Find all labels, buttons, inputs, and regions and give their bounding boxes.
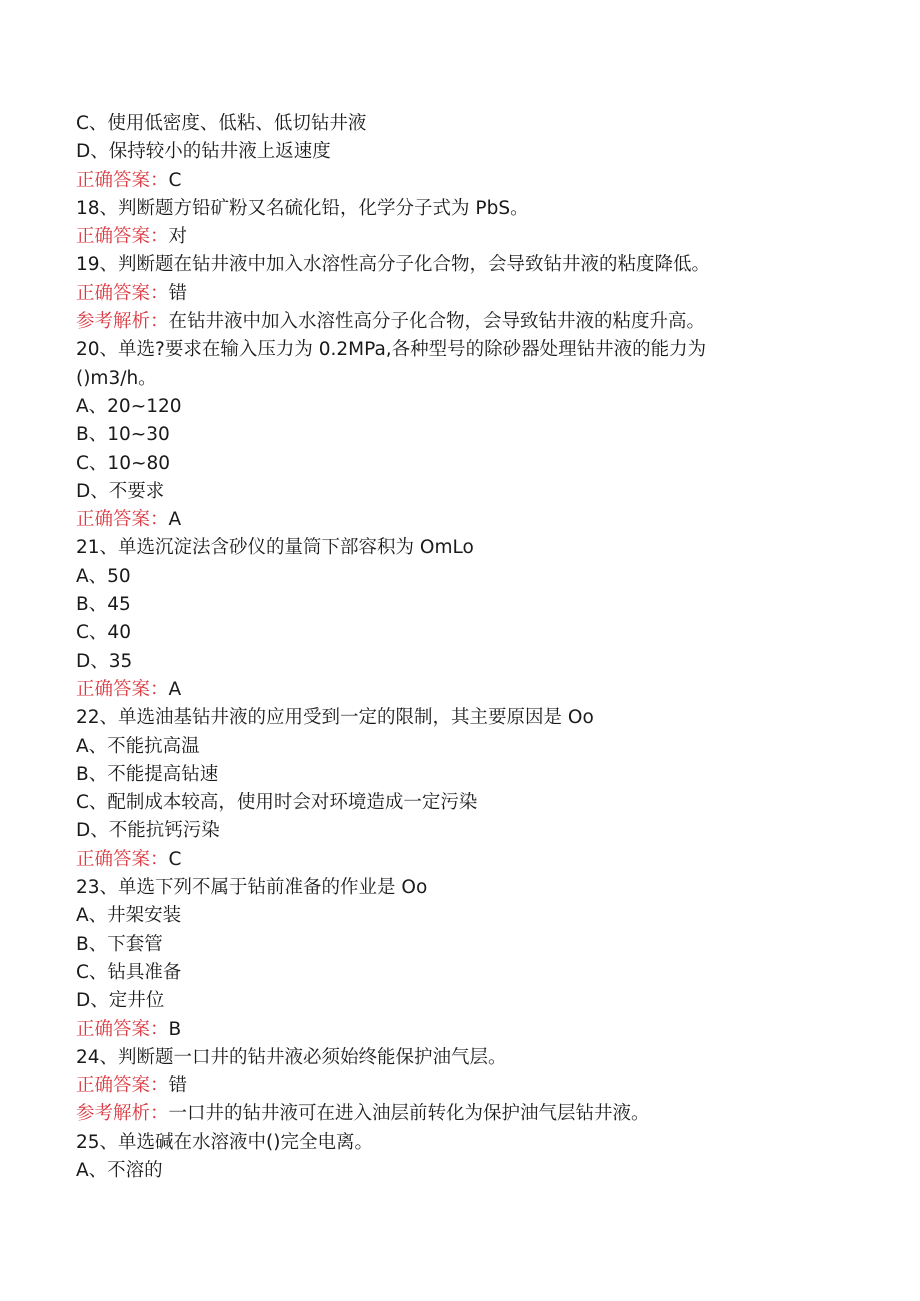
line-label: 正确答案： [76, 678, 169, 700]
line-text: C、配制成本较高，使用时会对环境造成一定污染 [76, 792, 478, 814]
text-line [76, 110, 856, 138]
line-text: A、井架安装 [76, 905, 182, 927]
answer-line [76, 1016, 856, 1044]
text-line [76, 1044, 856, 1072]
answer-line [76, 846, 856, 874]
text-line [76, 251, 856, 279]
text-line [76, 478, 856, 506]
line-text: C、10~80 [76, 452, 170, 474]
text-line [76, 138, 856, 166]
line-text: D、保持较小的钻井液上返速度 [76, 141, 331, 163]
line-text: 在钻井液中加入水溶性高分子化合物，会导致钻井液的粘度升高。 [168, 311, 706, 333]
text-line [76, 421, 856, 449]
line-text: 对 [168, 226, 188, 248]
text-line [76, 931, 856, 959]
line-text: 错 [168, 282, 188, 304]
line-text: 一口井的钻井液可在进入油层前转化为保护油气层钻井液。 [168, 1103, 650, 1125]
document-body [76, 110, 856, 1185]
line-text: A、50 [76, 565, 131, 587]
line-label: 正确答案： [76, 1018, 169, 1040]
text-line [76, 563, 856, 591]
line-text: D、不要求 [76, 480, 165, 502]
line-text: D、定井位 [76, 990, 165, 1012]
line-label: 参考解析： [76, 1103, 169, 1125]
text-line [76, 817, 856, 845]
line-label: 正确答案： [76, 282, 169, 304]
text-line [76, 789, 856, 817]
text-line [76, 534, 856, 562]
line-label: 正确答案： [76, 1075, 169, 1097]
line-label: 参考解析： [76, 311, 169, 333]
line-text: A、20~120 [76, 395, 182, 417]
line-text: 24、判断题一口井的钻井液必须始终能保护油气层。 [76, 1046, 507, 1068]
answer-line [76, 1072, 856, 1100]
line-text: B、下套管 [76, 933, 163, 955]
line-text: 23、单选下列不属于钻前准备的作业是 Oo [76, 877, 428, 899]
line-text: C、使用低密度、低粘、低切钻井液 [76, 113, 367, 134]
line-text: C [168, 848, 182, 870]
line-label: 正确答案： [76, 169, 169, 191]
text-line [76, 733, 856, 761]
text-line [76, 1157, 856, 1185]
line-text: 25、单选碱在水溶液中()完全电离。 [76, 1131, 373, 1153]
answer-line [76, 167, 856, 195]
line-text: 21、单选沉淀法含砂仪的量筒下部容积为 OmLo [76, 537, 474, 559]
text-line [76, 761, 856, 789]
text-line [76, 959, 856, 987]
line-text: A [168, 509, 182, 531]
line-text: B、45 [76, 594, 131, 616]
text-line [76, 195, 856, 223]
explanation-line [76, 1100, 856, 1128]
text-line [76, 450, 856, 478]
text-line [76, 336, 856, 364]
line-text: ()m3/h。 [76, 367, 157, 389]
line-text: D、35 [76, 650, 133, 672]
line-text: A、不溶的 [76, 1159, 163, 1181]
answer-line [76, 676, 856, 704]
explanation-line [76, 308, 856, 336]
line-label: 正确答案： [76, 226, 169, 248]
line-label: 正确答案： [76, 848, 169, 870]
answer-line [76, 506, 856, 534]
text-line [76, 591, 856, 619]
line-text: C、40 [76, 622, 131, 644]
text-line [76, 704, 856, 732]
line-text: 错 [168, 1075, 188, 1097]
text-line [76, 874, 856, 902]
line-text: 20、单选?要求在输入压力为 0.2MPa,各种型号的除砂器处理钻井液的能力为 [76, 339, 707, 361]
line-text: A [168, 678, 182, 700]
line-text: 19、判断题在钻井液中加入水溶性高分子化合物，会导致钻井液的粘度降低。 [76, 254, 711, 276]
answer-line [76, 223, 856, 251]
text-line [76, 619, 856, 647]
text-line [76, 987, 856, 1015]
text-line [76, 648, 856, 676]
line-text: B、10~30 [76, 424, 170, 446]
line-text: 22、单选油基钻井液的应用受到一定的限制，其主要原因是 Oo [76, 707, 594, 729]
line-text: B [168, 1018, 182, 1040]
line-text: C [168, 169, 182, 191]
line-text: C、钻具准备 [76, 961, 182, 983]
text-line [76, 902, 856, 930]
line-text: A、不能抗高温 [76, 735, 200, 757]
line-label: 正确答案： [76, 509, 169, 531]
line-text: D、不能抗钙污染 [76, 820, 220, 842]
line-text: 18、判断题方铅矿粉又名硫化铅，化学分子式为 PbS。 [76, 197, 529, 219]
line-text: B、不能提高钻速 [76, 763, 219, 785]
text-line [76, 393, 856, 421]
text-line [76, 365, 856, 393]
answer-line [76, 280, 856, 308]
text-line [76, 1129, 856, 1157]
